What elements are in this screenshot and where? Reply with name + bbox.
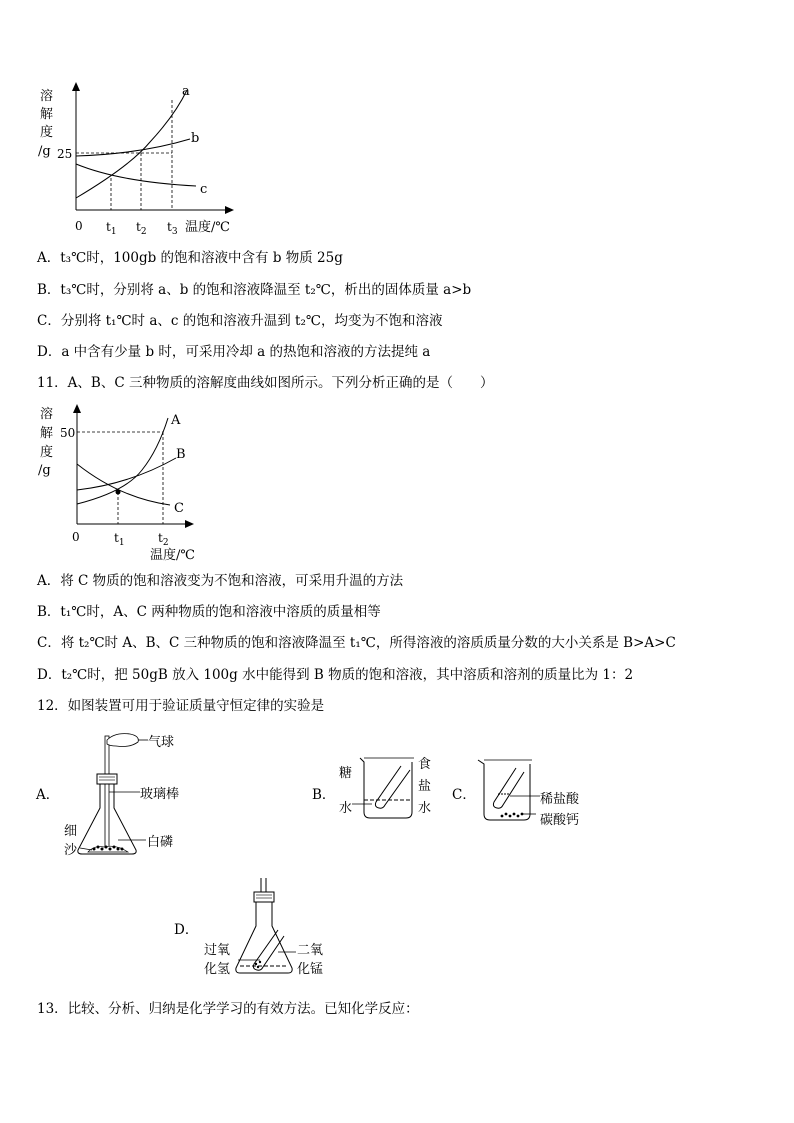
q11-y-arrow xyxy=(73,404,81,413)
q11-tick-t2: $t_2$ xyxy=(158,531,169,548)
q12-a-balloon-label: 气球 xyxy=(148,735,175,750)
q12-d-h2o2-label-2: 化氢 xyxy=(204,962,231,977)
q11-xlabel: 温度/℃ xyxy=(150,548,195,562)
q10-ylabel-1: 溶 xyxy=(40,89,54,104)
stopper xyxy=(97,774,117,784)
test-tube xyxy=(375,766,410,808)
q11-ylabel-4: /g xyxy=(38,463,51,478)
q10-tick-t3: $t_3$ xyxy=(167,220,178,237)
q10-curve-c xyxy=(76,164,196,186)
q10-curve-b xyxy=(76,139,190,156)
q12-a-phosphorus-label: 白磷 xyxy=(147,835,174,850)
q10-y-arrow xyxy=(72,82,80,91)
q10-option-c: C．分别将 t₁℃时 a、c 的饱和溶液升温到 t₂℃，均变为不饱和溶液 xyxy=(37,313,443,329)
q11-ylabel-2: 解 xyxy=(40,426,54,441)
q10-x-arrow xyxy=(225,206,234,214)
q10-tick-t1: $t_1$ xyxy=(106,220,117,237)
q11-option-c: C．将 t₂℃时 A、B、C 三种物质的饱和溶液降温至 t₁℃，所得溶液的溶质质量分数的大小关系是 B>A>C xyxy=(37,635,676,651)
q12-c-letter: C． xyxy=(452,787,476,803)
q11-origin: 0 xyxy=(72,530,80,544)
q13-stem: 13．比较、分析、归纳是化学学习的有效方法。已知化学反应： xyxy=(37,1001,419,1017)
q11-x-arrow xyxy=(185,520,194,528)
q12-b-salt-label-2: 盐 xyxy=(418,779,432,794)
stopper xyxy=(254,892,274,902)
q11-option-b: B．t₁℃时，A、C 两种物质的饱和溶液中溶质的质量相等 xyxy=(37,604,381,620)
q11-label-a: A xyxy=(171,413,181,428)
q12-apparatus-c xyxy=(448,756,598,831)
q11-intersection-point xyxy=(116,490,121,495)
q10-label-a: a xyxy=(182,84,190,99)
q12-b-letter: B． xyxy=(312,787,336,803)
q12-b-sugar-label-2: 水 xyxy=(339,801,353,816)
q12-d-h2o2-label-1: 过氧 xyxy=(204,943,231,958)
q12-a-sand-leader xyxy=(80,848,92,850)
q10-ylabel-4: /g xyxy=(38,144,51,159)
q11-ylabel-1: 溶 xyxy=(40,407,54,422)
q10-xlabel: 温度/℃ xyxy=(185,220,230,235)
q10-ylabel-2: 解 xyxy=(40,107,54,122)
beaker xyxy=(478,760,530,820)
q10-ylabel-3: 度 xyxy=(40,125,54,140)
q11-solubility-chart xyxy=(30,402,220,562)
q10-y-tick: 25 xyxy=(57,147,73,161)
balloon-icon xyxy=(107,734,138,747)
q11-ylabel-3: 度 xyxy=(40,445,54,460)
q12-a-rod-label: 玻璃棒 xyxy=(140,787,180,802)
q12-c-acid-label: 稀盐酸 xyxy=(540,792,580,807)
q12-apparatus-b xyxy=(306,752,446,827)
q10-label-c: c xyxy=(200,182,208,197)
q12-a-sand-label-2: 沙 xyxy=(64,843,78,858)
q12-a-letter: A． xyxy=(36,787,60,803)
q10-option-d: D．a 中含有少量 b 时，可采用冷却 a 的热饱和溶液的方法提纯 a xyxy=(37,344,431,360)
q12-d-mno2-label-2: 化锰 xyxy=(297,962,324,977)
q11-curve-c xyxy=(77,464,170,505)
q11-label-c: C xyxy=(174,501,184,516)
q10-solubility-chart xyxy=(30,80,250,240)
q12-c-carbonate-label: 碳酸钙 xyxy=(540,813,580,828)
calcium-carbonate xyxy=(501,813,524,818)
q12-b-salt-label-1: 食 xyxy=(418,757,432,772)
q12-b-sugar-label-1: 糖 xyxy=(339,766,353,781)
q12-apparatus-d xyxy=(170,878,340,983)
q11-y-tick: 50 xyxy=(60,426,76,440)
q12-apparatus-a xyxy=(30,728,220,863)
q12-a-sand-label-1: 细 xyxy=(64,824,78,839)
q10-option-a: A．t₃℃时，100gb 的饱和溶液中含有 b 物质 25g xyxy=(37,250,343,266)
test-tube xyxy=(253,930,284,970)
q12-d-letter: D． xyxy=(174,922,199,938)
q11-stem: 11．A、B、C 三种物质的溶解度曲线如图所示。下列分析正确的是（ ） xyxy=(37,375,494,391)
q12-d-mno2-label-1: 二氧 xyxy=(297,943,324,958)
conical-flask xyxy=(236,902,292,973)
q10-option-b: B．t₃℃时，分别将 a、b 的饱和溶液降温至 t₂℃，析出的固体质量 a>b xyxy=(37,282,472,298)
q11-label-b: B xyxy=(176,447,186,462)
q11-curve-b xyxy=(77,458,176,490)
q10-label-b: b xyxy=(191,131,200,146)
q12-b-salt-label-3: 水 xyxy=(418,801,432,816)
q10-origin: 0 xyxy=(75,219,83,233)
glass-rod xyxy=(105,736,109,848)
test-tube xyxy=(493,768,524,808)
q12-stem: 12．如图装置可用于验证质量守恒定律的实验是 xyxy=(37,698,325,714)
q11-option-a: A．将 C 物质的饱和溶液变为不饱和溶液，可采用升温的方法 xyxy=(37,573,404,589)
q11-tick-t1: $t_1$ xyxy=(114,531,125,548)
q10-tick-t2: $t_2$ xyxy=(136,220,147,237)
q11-option-d: D．t₂℃时，把 50gB 放入 100g 水中能得到 B 物质的饱和溶液，其中溶质和溶剂的质量比为 1：2 xyxy=(37,667,634,683)
